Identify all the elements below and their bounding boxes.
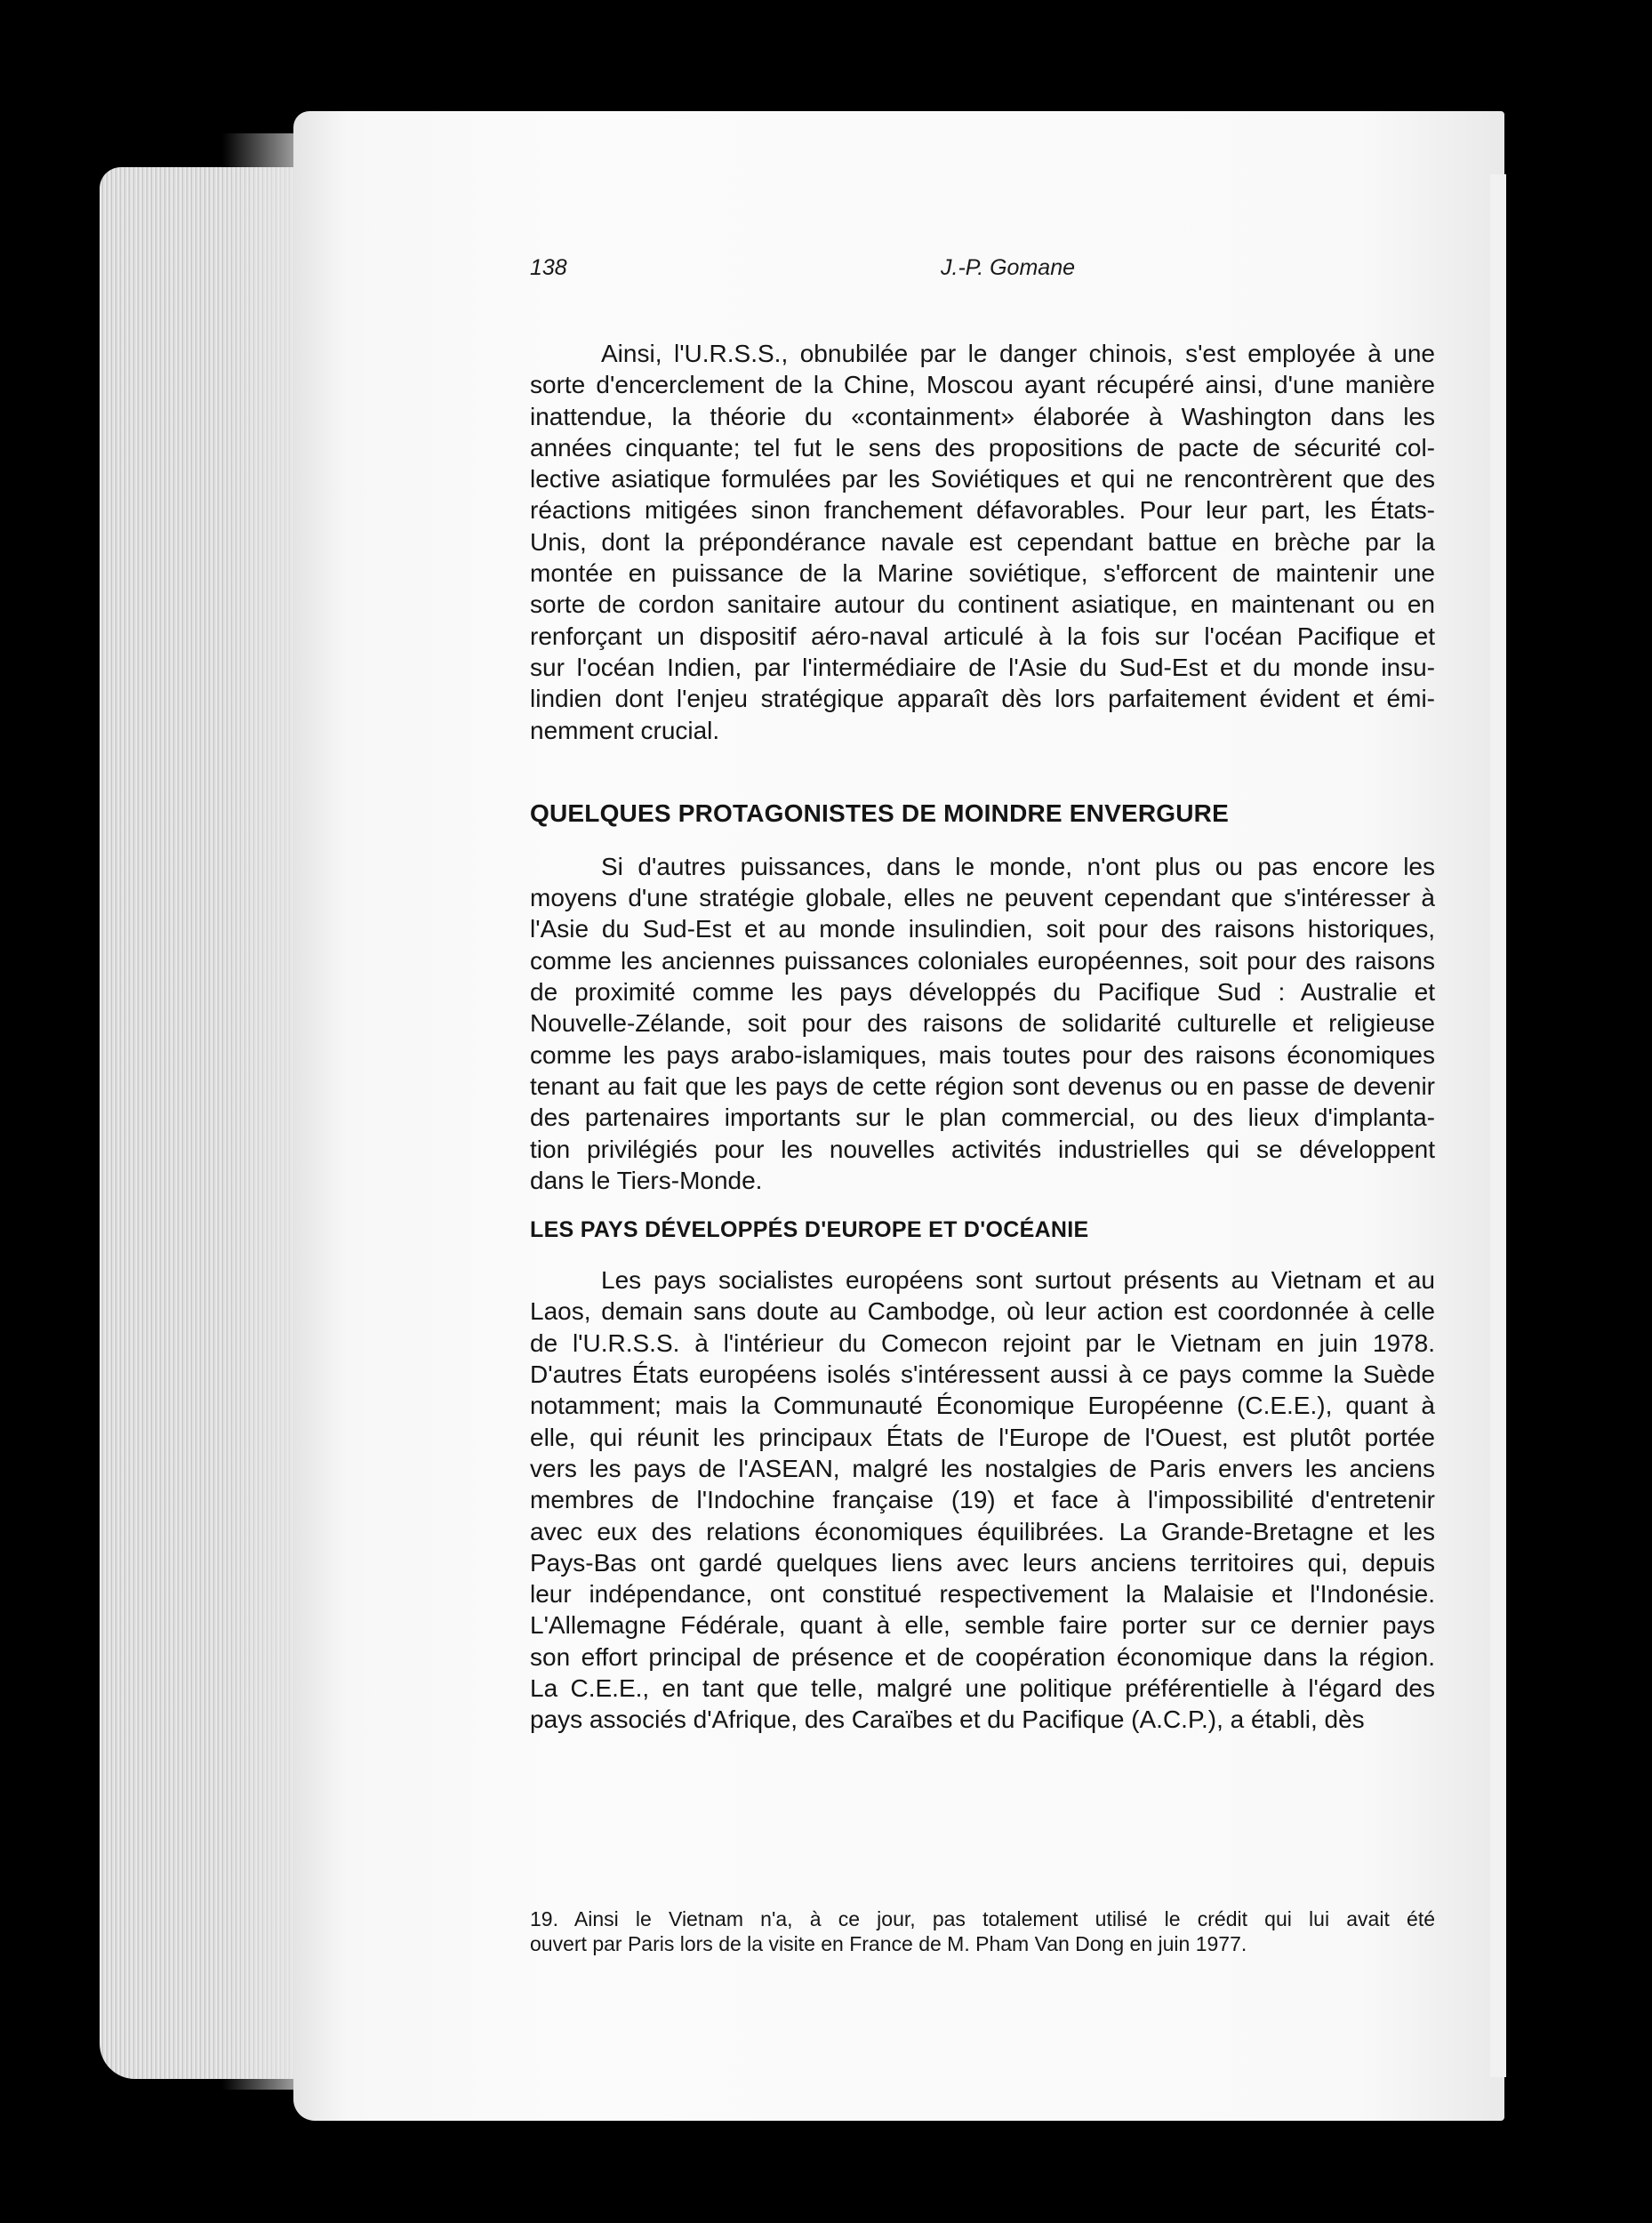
text-line: réactions mitigées sinon franchement défavorables. Pour leur part, les États- [530, 496, 1435, 525]
text-line: des partenaires importants sur le plan commercial, ou des lieux d'implanta- [530, 1103, 1435, 1132]
text-line: inattendue, la théorie du «containment» élaborée à Washington dans les [530, 402, 1435, 430]
text-line: années cinquante; tel fut le sens des propositions de pacte de sécurité col- [530, 433, 1435, 461]
text-line: de l'U.R.S.S. à l'intérieur du Comecon rejoint par le Vietnam en juin 1978. [530, 1328, 1435, 1357]
text-line: de proximité comme les pays développés du Pacifique Sud : Australie et [530, 978, 1435, 1007]
text-line: l'Asie du Sud-Est et au monde insulindien, soit pour des raisons historiques, [530, 915, 1435, 943]
text-line: vers les pays de l'ASEAN, malgré les nostalgies de Paris envers les anciens [530, 1454, 1435, 1482]
text-line: dans le Tiers-Monde. [530, 1166, 763, 1194]
text-line: sorte d'encerclement de la Chine, Moscou ayant récupéré ainsi, d'une manière [530, 371, 1435, 399]
text-line: La C.E.E., en tant que telle, malgré une politique préférentielle à l'égard des [530, 1673, 1435, 1702]
text-line: renforçant un dispositif aéro-naval articulé à la fois sur l'océan Pacifique et [530, 622, 1435, 650]
text-line: ouvert par Paris lors de la visite en France de M. Pham Van Dong en juin 1977. [530, 1932, 1247, 1955]
text-line: leur indépendance, ont constitué respectivement la Malaisie et l'Indonésie. [530, 1580, 1435, 1609]
text-line: Unis, dont la prépondérance navale est cependant battue en brèche par la [530, 527, 1435, 556]
paragraph-2 [530, 851, 1435, 1196]
text-line: Les pays socialistes européens sont surtout présents au Vietnam et au [601, 1266, 1435, 1295]
text-line: sur l'océan Indien, par l'intermédiaire de l'Asie du Sud-Est et du monde insu- [530, 653, 1435, 681]
text-line: notamment; mais la Communauté Économique Européenne (C.E.E.), quant à [530, 1392, 1435, 1420]
text-line: D'autres États européens isolés s'intéressent aussi à ce pays comme la Suède [530, 1360, 1435, 1389]
text-line: L'Allemagne Fédérale, quant à elle, semble faire porter sur ce dernier pays [530, 1611, 1435, 1640]
text-line: comme les anciennes puissances coloniales européennes, soit pour des raisons [530, 946, 1435, 975]
text-line: Pays-Bas ont gardé quelques liens avec leurs anciens territoires qui, depuis [530, 1548, 1435, 1577]
paragraph-3 [530, 1264, 1435, 1735]
text-line: Nouvelle-Zélande, soit pour des raisons de solidarité culturelle et religieuse [530, 1009, 1435, 1038]
text-line: montée en puissance de la Marine soviétique, s'efforcent de maintenir une [530, 559, 1435, 588]
footnote [530, 1906, 1435, 1956]
text-line: Laos, demain sans doute au Cambodge, où leur action est coordonnée à celle [530, 1297, 1435, 1326]
text-line: son effort principal de présence et de coopération économique dans la région. [530, 1642, 1435, 1671]
text-line: tenant au fait que les pays de cette région sont devenus ou en passe de devenir [530, 1071, 1435, 1100]
text-line: sorte de cordon sanitaire autour du continent asiatique, en maintenant ou en [530, 590, 1435, 619]
text-line: avec eux des relations économiques équilibrées. La Grande-Bretagne et les [530, 1517, 1435, 1545]
text-line: elle, qui réunit les principaux États de l'Europe de l'Ouest, est plutôt portée [530, 1423, 1435, 1451]
text-line: nemment crucial. [530, 716, 720, 744]
text-line: moyens d'une stratégie globale, elles ne peuvent cependant que s'intéresser à [530, 884, 1435, 912]
text-line: pays associés d'Afrique, des Caraïbes et du Pacifique (A.C.P.), a établi, dès [530, 1705, 1365, 1734]
running-head: J.-P. Gomane [941, 255, 1076, 280]
text-line: Ainsi, l'U.R.S.S., obnubilée par le danger chinois, s'est employée à une [601, 340, 1435, 367]
text-line: membres de l'Indochine française (19) et face à l'impossibilité d'entretenir [530, 1486, 1435, 1514]
paragraph-1 [530, 338, 1435, 746]
body-text [530, 338, 1435, 1736]
text-line: Si d'autres puissances, dans le monde, n'ont plus ou pas encore les [601, 852, 1435, 880]
section-heading: QUELQUES PROTAGONISTES DE MOINDRE ENVERGURE [530, 799, 1229, 827]
text-line: 19. Ainsi le Vietnam n'a, à ce jour, pas totalement utilisé le crédit qui lui avait été [530, 1907, 1435, 1930]
next-page-edge [1490, 174, 1506, 2077]
subsection-heading: LES PAYS DÉVELOPPÉS D'EUROPE ET D'OCÉANIE [530, 1217, 1089, 1243]
text-line: comme les pays arabo-islamiques, mais toutes pour des raisons économiques [530, 1040, 1435, 1069]
page-number: 138 [530, 255, 567, 280]
text-line: lindien dont l'enjeu stratégique apparaît dès lors parfaitement évident et émi- [530, 685, 1435, 713]
text-line: lective asiatique formulées par les Soviétiques et qui ne rencontrèrent que des [530, 465, 1435, 494]
text-line: tion privilégiés pour les nouvelles activités industrielles qui se développent [530, 1135, 1435, 1163]
